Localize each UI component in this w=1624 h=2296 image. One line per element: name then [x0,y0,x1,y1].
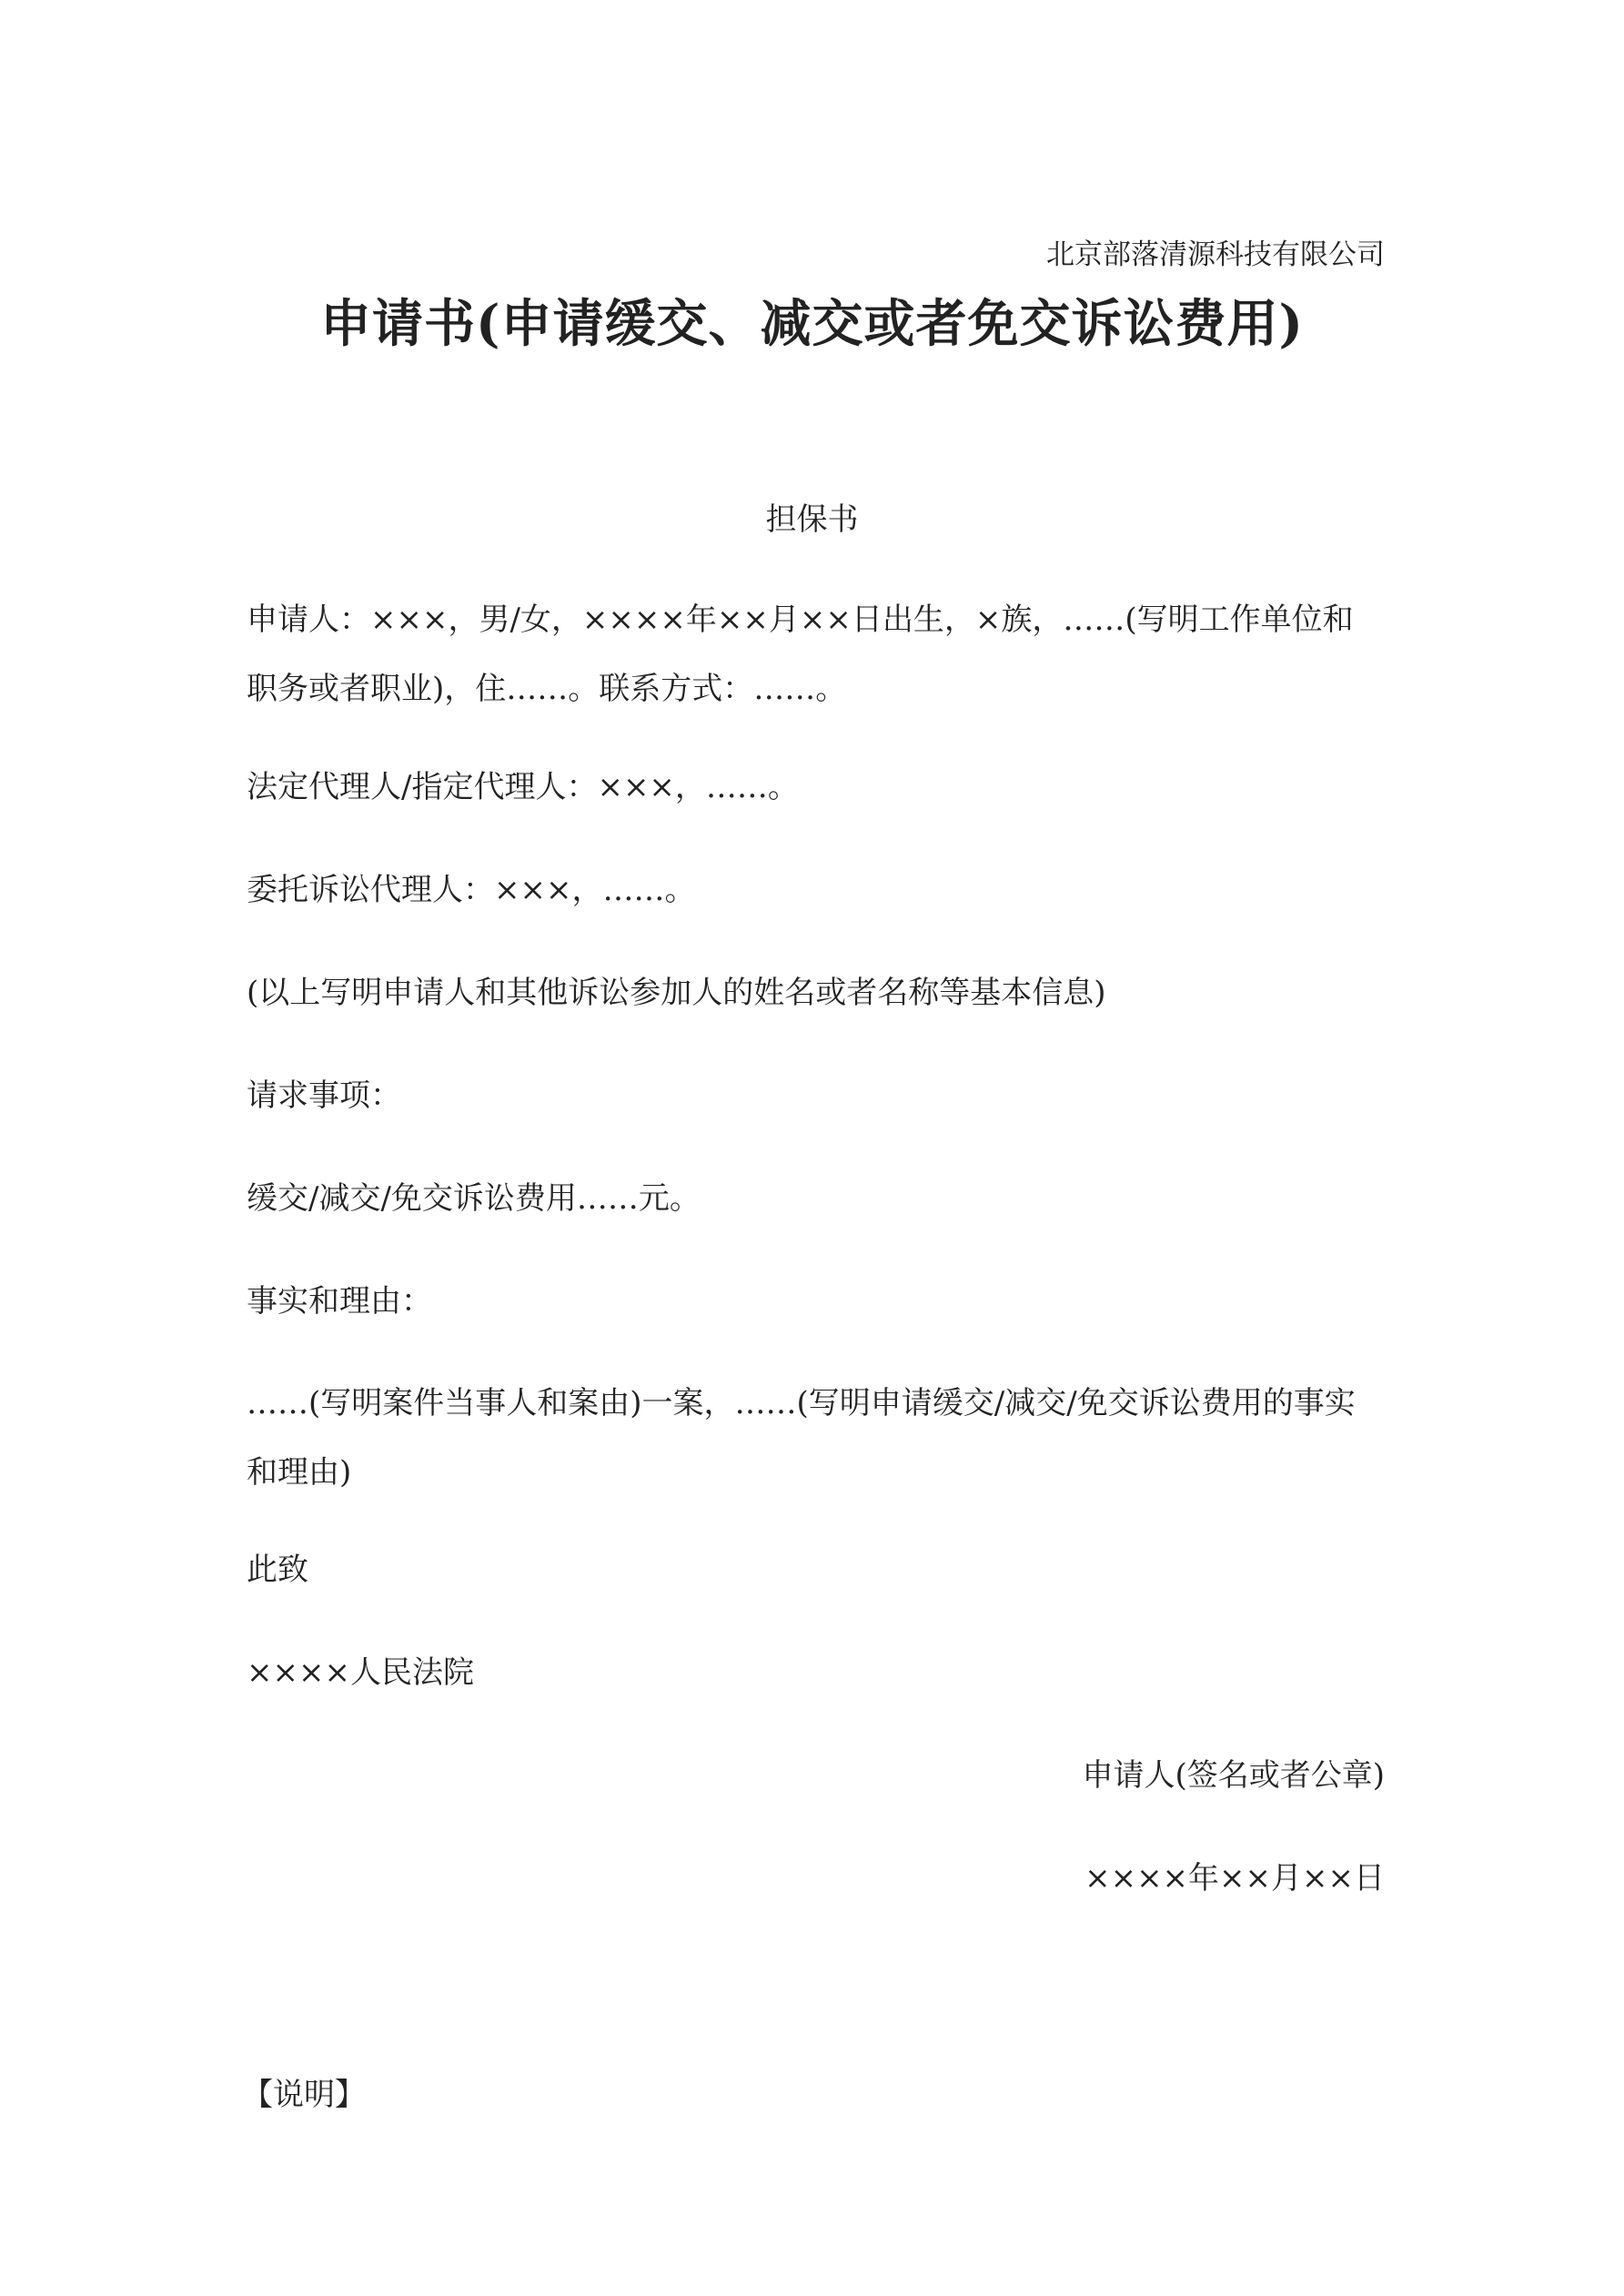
salutation: 此致 [247,1552,308,1588]
applicant-paragraph: 申请人：×××，男/女，××××年××月××日出生，×族，……(写明工作单位和职务或者职业)，住……。联系方式：……。 [247,602,1354,707]
company-name: 北京部落清源科技有限公司 [1046,238,1385,271]
legal-agent-paragraph: 法定代理人/指定代理人：×××，……。 [247,769,799,805]
facts-heading: 事实和理由： [247,1283,432,1320]
signature-line: 申请人(签名或者公章) [1082,1757,1385,1794]
explanation-heading: 【说明】 [242,2077,366,2113]
document-title: 申请书(申请缓交、减交或者免交诉讼费用) [320,294,1304,354]
date-line: ××××年××月××日 [1084,1860,1385,1896]
request-heading: 请求事项： [247,1077,401,1114]
document-subtitle: 担保书 [765,501,859,538]
court-name: ××××人民法院 [247,1654,474,1691]
parties-note: (以上写明申请人和其他诉讼参加人的姓名或者名称等基本信息) [247,975,1106,1011]
request-content: 缓交/减交/免交诉讼费用……元。 [247,1180,701,1217]
entrusted-agent-paragraph: 委托诉讼代理人：×××，……。 [247,872,696,908]
facts-content: ……(写明案件当事人和案由)一案，……(写明申请缓交/减交/免交诉讼费用的事实和理由) [247,1385,1356,1491]
